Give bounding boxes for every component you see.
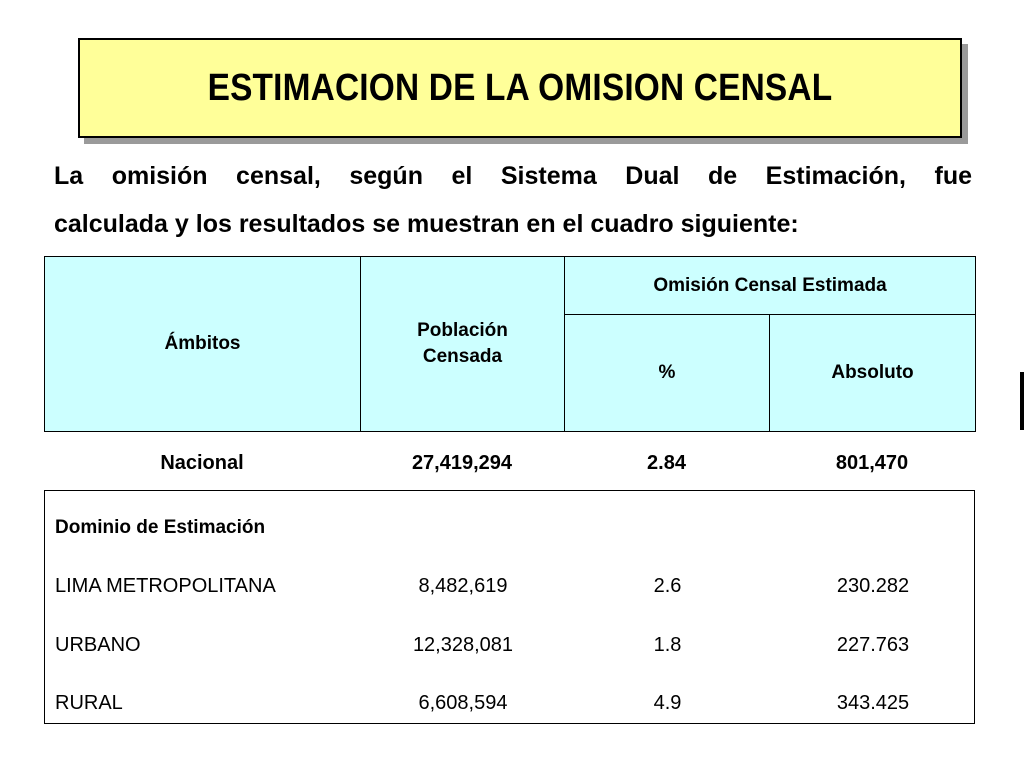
edge-artifact bbox=[1020, 372, 1024, 430]
nacional-percent: 2.84 bbox=[647, 452, 686, 474]
row-poblacion: 12,328,081 bbox=[412, 634, 514, 656]
header-poblacion-line2: Censada bbox=[422, 346, 503, 367]
header-percent: % bbox=[565, 315, 770, 432]
nacional-absoluto: 801,470 bbox=[835, 452, 909, 474]
row-absoluto: 230.282 bbox=[836, 575, 910, 597]
header-poblacion-line1: Población bbox=[417, 320, 508, 341]
intro-paragraph bbox=[54, 152, 972, 248]
table-row bbox=[45, 634, 974, 664]
intro-line-1: La omisión censal, según el Sistema Dual de Estimación, fue bbox=[54, 162, 972, 190]
header-omision-group: Omisión Censal Estimada bbox=[565, 257, 976, 315]
row-name: RURAL bbox=[55, 692, 123, 714]
table-body bbox=[44, 490, 975, 724]
table-header bbox=[44, 256, 976, 432]
row-name: LIMA METROPOLITANA bbox=[55, 575, 276, 597]
table-row bbox=[45, 575, 974, 605]
row-absoluto: 343.425 bbox=[836, 692, 910, 714]
header-poblacion bbox=[361, 257, 565, 432]
slide-title: ESTIMACION DE LA OMISION CENSAL bbox=[207, 66, 833, 109]
header-ambitos: Ámbitos bbox=[45, 257, 361, 432]
nacional-poblacion: 27,419,294 bbox=[411, 452, 513, 474]
nacional-row bbox=[44, 452, 975, 490]
row-name: URBANO bbox=[55, 634, 141, 656]
dominio-label: Dominio de Estimación bbox=[55, 517, 266, 538]
header-absoluto: Absoluto bbox=[770, 315, 976, 432]
table-row bbox=[45, 692, 974, 722]
nacional-label: Nacional bbox=[160, 452, 244, 474]
title-banner bbox=[78, 38, 962, 138]
row-percent: 4.9 bbox=[653, 692, 682, 714]
row-poblacion: 8,482,619 bbox=[418, 575, 508, 597]
row-poblacion: 6,608,594 bbox=[418, 692, 508, 714]
row-percent: 2.6 bbox=[653, 575, 682, 597]
row-absoluto: 227.763 bbox=[836, 634, 910, 656]
row-percent: 1.8 bbox=[653, 634, 682, 656]
intro-line-2: calculada y los resultados se muestran en el cuadro siguiente: bbox=[54, 210, 799, 238]
